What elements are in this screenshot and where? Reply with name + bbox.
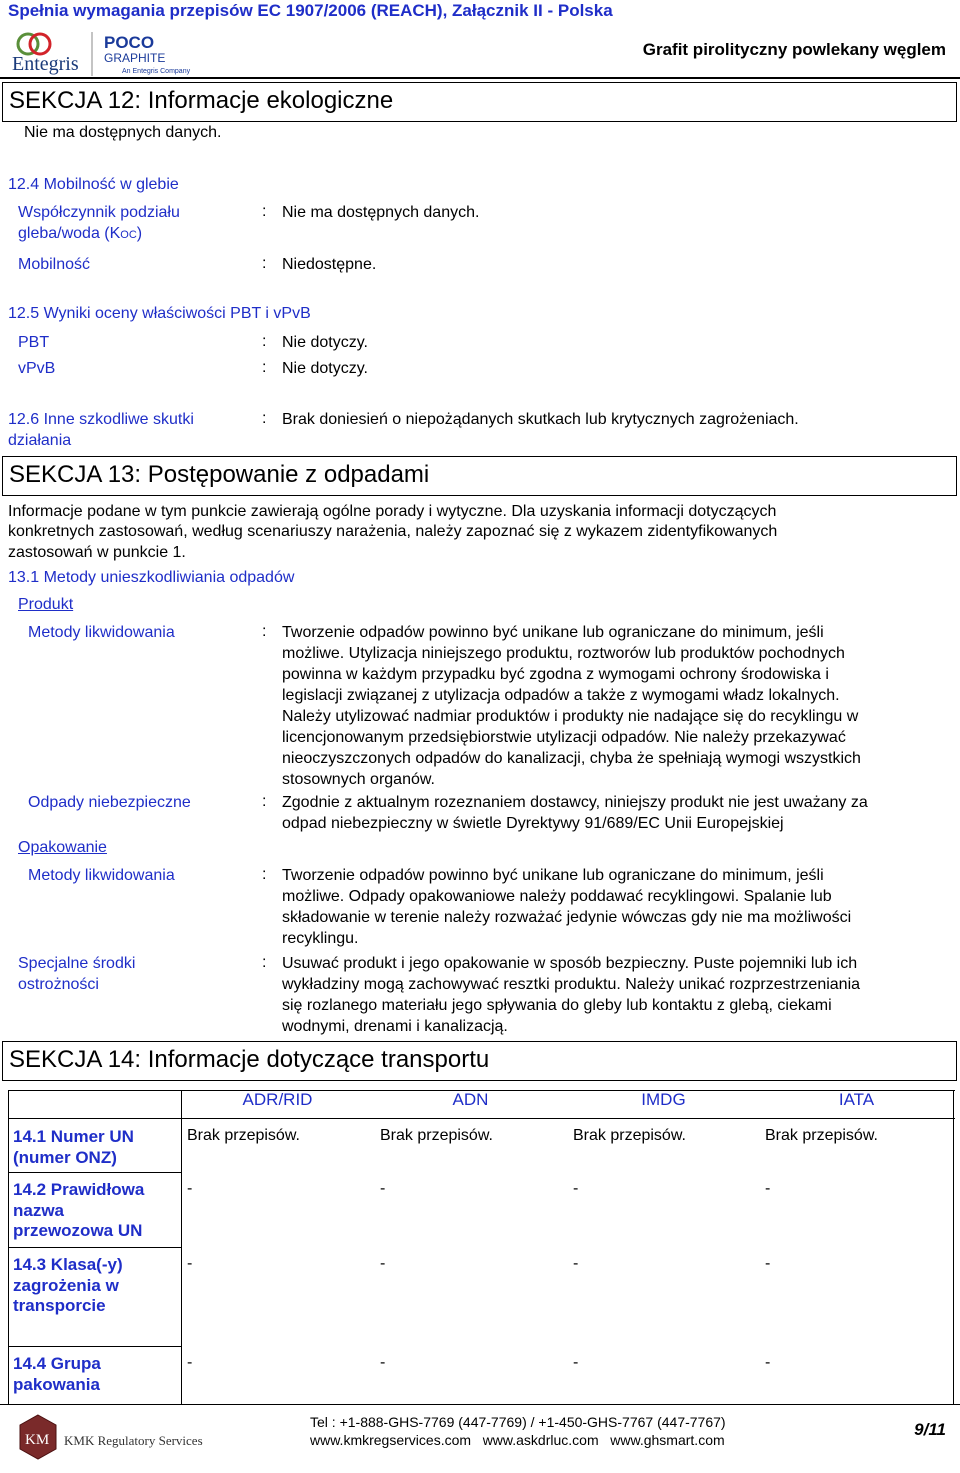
un-number-iata: Brak przepisów. [765,1127,878,1144]
entegris-logo-text: Entegris [12,53,79,75]
graphite-logo-text: GRAPHITE [104,51,166,65]
packing-group-adn: - [380,1354,386,1371]
pbt-colon: : [262,333,267,350]
footer-contact [310,1413,726,1449]
special-precautions-colon: : [262,954,267,971]
section-13-intro-line2: konkretnych zastosowań, według scenariuszy narażenia, należy zapoznać się z wykazem zidentyfikowanych [8,523,778,540]
packaging-heading: Opakowanie [18,839,107,856]
shipping-name-iata: - [765,1180,771,1197]
header-divider [0,77,960,79]
special-precautions-label-line1: Specjalne środki [18,955,136,972]
footer-divider [0,1404,960,1405]
packaging-disposal-label: Metody likwidowania [28,867,175,884]
entegris-logo [12,34,79,75]
section-12-intro: Nie ma dostępnych danych. [24,124,222,141]
kmk-logo-mark: KM [25,1432,50,1448]
subsection-12-5-title: 12.5 Wyniki oceny właściwości PBT i vPvB [8,305,311,322]
shipping-name-adr: - [187,1180,193,1197]
un-number-imdg: Brak przepisów. [573,1127,686,1144]
other-effects-value: Brak doniesień o niepożądanych skutkach lub krytycznych zagrożeniach. [282,411,799,428]
koc-value: Nie ma dostępnych danych. [282,204,480,221]
section-13-intro-line1: Informacje podane w tym punkcie zawierają ogólne porady i wytyczne. Dla uzyskania informacji dotyczących [8,503,777,520]
column-adr-rid: ADR/RID [242,1090,313,1109]
subsection-12-6-title-line1: 12.6 Inne szkodliwe skutki [8,411,194,428]
subsection-12-6-title-line2: działania [8,432,72,449]
pbt-value: Nie dotyczy. [282,334,368,351]
mobility-label: Mobilność [18,256,91,273]
section-13-intro-line3: zastosowań w punkcie 1. [8,544,186,561]
hazardous-waste-value: Zgodnie z aktualnym rozeznaniem dostawcy, niniejszy produkt nie jest uważany za odpad niebezpieczny w świetle Dyrektywy 91/689/EC Unii Europejskiej [282,794,868,832]
disposal-methods-colon: : [262,623,267,640]
disposal-methods-label: Metody likwidowania [28,624,175,641]
poco-graphite-logo [104,33,191,75]
page-number: 9/11 [914,1420,946,1439]
kmk-logo-text: KMK Regulatory Services [64,1433,203,1448]
koc-label-line1: Współczynnik podziału [18,204,180,221]
koc-colon: : [262,203,267,220]
column-iata: IATA [838,1090,875,1109]
footer-phone: Tel : +1-888-GHS-7769 (447-7769) / +1-450-GHS-7767 (447-7767) [310,1414,726,1430]
disposal-methods-value: Tworzenie odpadów powinno być unikane lub ograniczane do minimum, jeśli możliwe. Utylizacja niniejszego produktu, roztworów lub produktów pochodnych powinna w każdym przypadku być zgodna z wymogami ochrony środowiska i legislacji związanej z utylizacja odpadów a także z wymogami władz lokalnych. Należy utylizować nadmiar produktów i produkty nie nadające się do recyklingu w licencjonowanym przedsiębiorstwie utylizacji odpadów. Nie należy przekazywać nieoczyszczonych odpadów do kanalizacji, chyba że spełniają wymogi wszystkich stosownych organów. [282,624,861,788]
other-effects-colon: : [262,410,267,427]
column-adn: ADN [452,1090,489,1109]
column-imdg: IMDG [641,1090,686,1109]
section-12-heading: SEKCJA 12: Informacje ekologiczne [2,82,957,122]
koc-label-line2: gleba/woda (KOC) [18,225,143,242]
hazard-class-iata: - [765,1255,771,1272]
section-13-heading: SEKCJA 13: Postępowanie z odpadami [2,456,957,496]
row-shipping-name-label: 14.2 Prawidłowa nazwa przewozowa UN [13,1180,145,1240]
hazard-class-adn: - [380,1255,386,1272]
packaging-disposal-value: Tworzenie odpadów powinno być unikane lub ograniczane do minimum, jeśli możliwe. Odpady opakowaniowe należy poddawać recyklingowi. Spalanie lub składowanie w terenie należy rozważać jedynie wówczas gdy nie ma możliwości recyklingu. [282,867,852,947]
subsection-12-4-title: 12.4 Mobilność w glebie [8,176,179,193]
document-regulation-title: Spełnia wymagania przepisów EC 1907/2006 (REACH), Załącznik II - Polska [8,1,613,20]
product-name: Grafit pirolityczny powlekany węglem [642,40,946,59]
section-14-heading: SEKCJA 14: Informacje dotyczące transportu [2,1041,957,1081]
poco-logo-text: POCO [104,33,155,52]
pbt-label: PBT [18,334,50,351]
product-heading: Produkt [18,596,74,613]
subsection-13-1-title: 13.1 Metody unieszkodliwiania odpadów [8,569,295,586]
un-number-adn: Brak przepisów. [380,1127,493,1144]
mobility-colon: : [262,255,267,272]
row-hazard-class-label: 14.3 Klasa(-y) zagrożenia w transporcie [13,1255,123,1315]
special-precautions-label-line2: ostrożności [18,976,99,993]
footer-websites: www.kmkregservices.com www.askdrluc.com www.ghsmart.com [310,1432,725,1448]
transport-table [8,1090,954,1405]
mobility-value: Niedostępne. [282,256,377,273]
special-precautions-value: Usuwać produkt i jego opakowanie w sposób bezpieczny. Puste pojemniki lub ich wykładziny mogą zachowywać resztki produktu. Należy unikać rozprzestrzeniania się rozlanego materiału jego spływania do gleby lub kontaktu z glebą, ciekami wodnymi, drenami i kanalizacją. [282,955,861,1035]
shipping-name-adn: - [380,1180,386,1197]
vpvb-label: vPvB [18,360,56,377]
kmk-logo [16,1413,226,1463]
company-logos [10,30,200,78]
hazardous-waste-colon: : [262,793,267,810]
packing-group-iata: - [765,1354,771,1371]
packing-group-imdg: - [573,1354,579,1371]
hazard-class-imdg: - [573,1255,579,1272]
packaging-disposal-colon: : [262,866,267,883]
shipping-name-imdg: - [573,1180,579,1197]
row-packing-group-label: 14.4 Grupa pakowania [13,1354,101,1394]
packing-group-adr: - [187,1354,193,1371]
vpvb-colon: : [262,359,267,376]
vpvb-value: Nie dotyczy. [282,360,368,377]
un-number-adr: Brak przepisów. [187,1127,300,1144]
row-un-number-label: 14.1 Numer UN (numer ONZ) [13,1127,134,1167]
hazard-class-adr: - [187,1255,193,1272]
entegris-company-text: An Entegris Company [122,68,191,75]
hazardous-waste-label: Odpady niebezpieczne [28,794,191,811]
